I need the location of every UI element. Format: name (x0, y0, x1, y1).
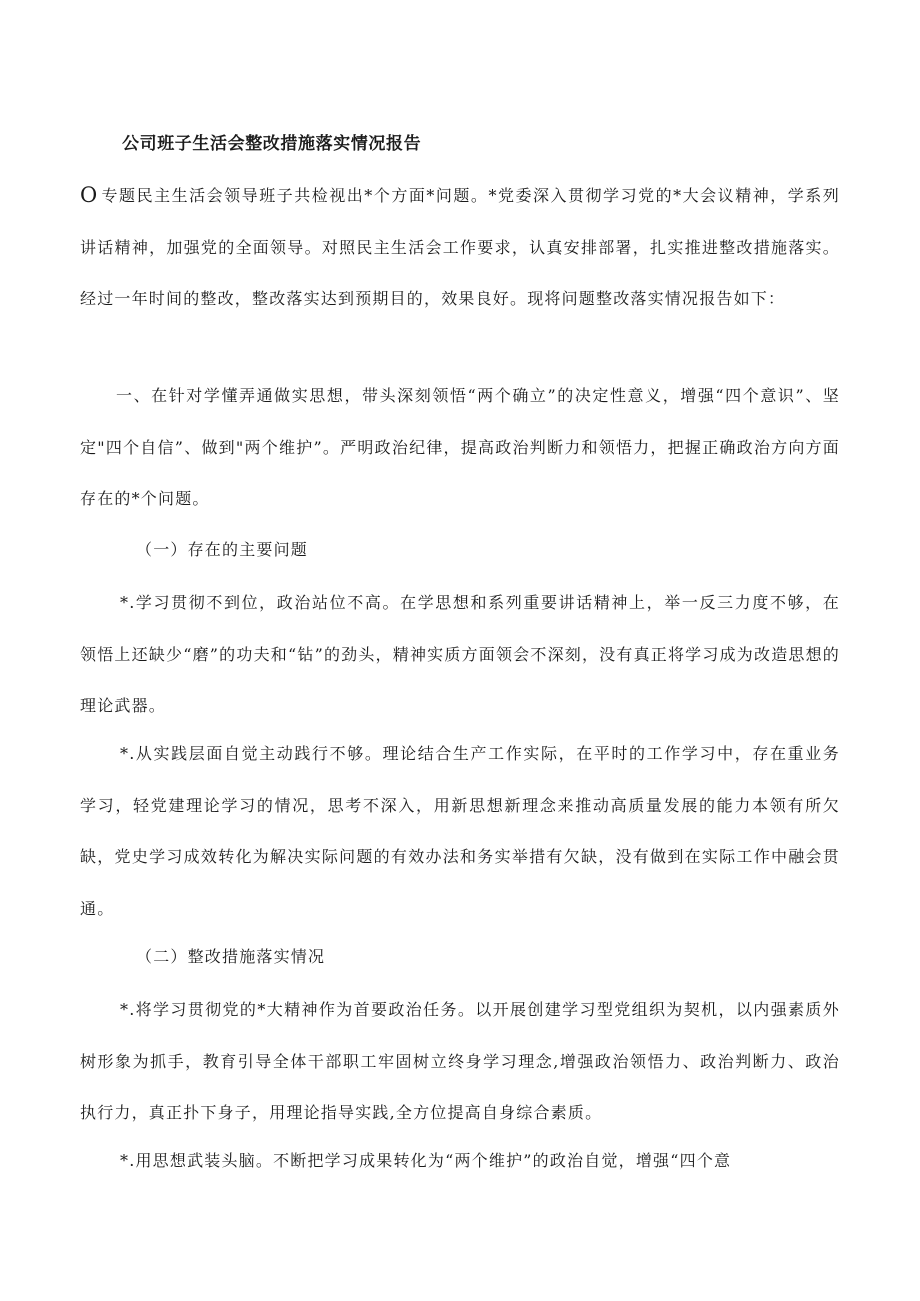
problem-paragraph-2: *.从实践层面自觉主动践行不够。理论结合生产工作实际，在平时的工作学习中，存在重业务学习，轻党建理论学习的情况，思考不深入，用新思想新理念来推动高质量发展的能力本领有所欠缺，党史学习成效转化为解决实际问题的有效办法和务实举措有欠缺，没有做到在实际工作中融会贯通。 (80, 744, 840, 918)
measure-paragraph-2: *.用思想武装头脑。不断把学习成果转化为“两个维护”的政治自觉，增强“四个意 (120, 1151, 732, 1170)
section-one-paragraph: 一、在针对学懂弄通做实思想，带头深刻领悟“两个确立”的决定性意义，增强“四个意识”、坚定"四个自信”、做到"两个维护”。严明政治纪律，提高政治判断力和领悟力，把握正确政治方向方面存在的*个问题。 (80, 386, 840, 509)
circle-marker: O (80, 183, 98, 207)
intro-paragraph (80, 170, 840, 325)
measure-paragraph-1: *.将学习贯彻党的*大精神作为首要政治任务。以开展创建学习型党组织为契机，以内强素质外树形象为抓手，教育引导全体干部职工牢固树立终身学习理念,增强政治领悟力、政治判断力、政治执行力，真正扑下身子，用理论指导实践,全方位提高自身综合素质。 (80, 1000, 840, 1123)
document-title: 公司班子生活会整改措施落实情况报告 (122, 134, 422, 154)
intro-text: 专题民主生活会领导班子共检视出*个方面*问题。*党委深入贯彻学习党的*大会议精神，学系列讲话精神，加强党的全面领导。对照民主生活会工作要求，认真安排部署，扎实推进整改措施落实。经过一年时间的整改，整改落实达到预期目的，效果良好。现将问题整改落实情况报告如下： (80, 186, 840, 309)
subheading-rectification-measures: （二）整改措施落实情况 (136, 947, 326, 966)
problem-paragraph-1: *.学习贯彻不到位，政治站位不高。在学思想和系列重要讲话精神上，举一反三力度不够，在领悟上还缺少“磨”的功夫和“钻”的劲头，精神实质方面领会不深刻，没有真正将学习成为改造思想的理论武器。 (80, 593, 840, 716)
subheading-existing-problems: （一）存在的主要问题 (136, 540, 309, 559)
